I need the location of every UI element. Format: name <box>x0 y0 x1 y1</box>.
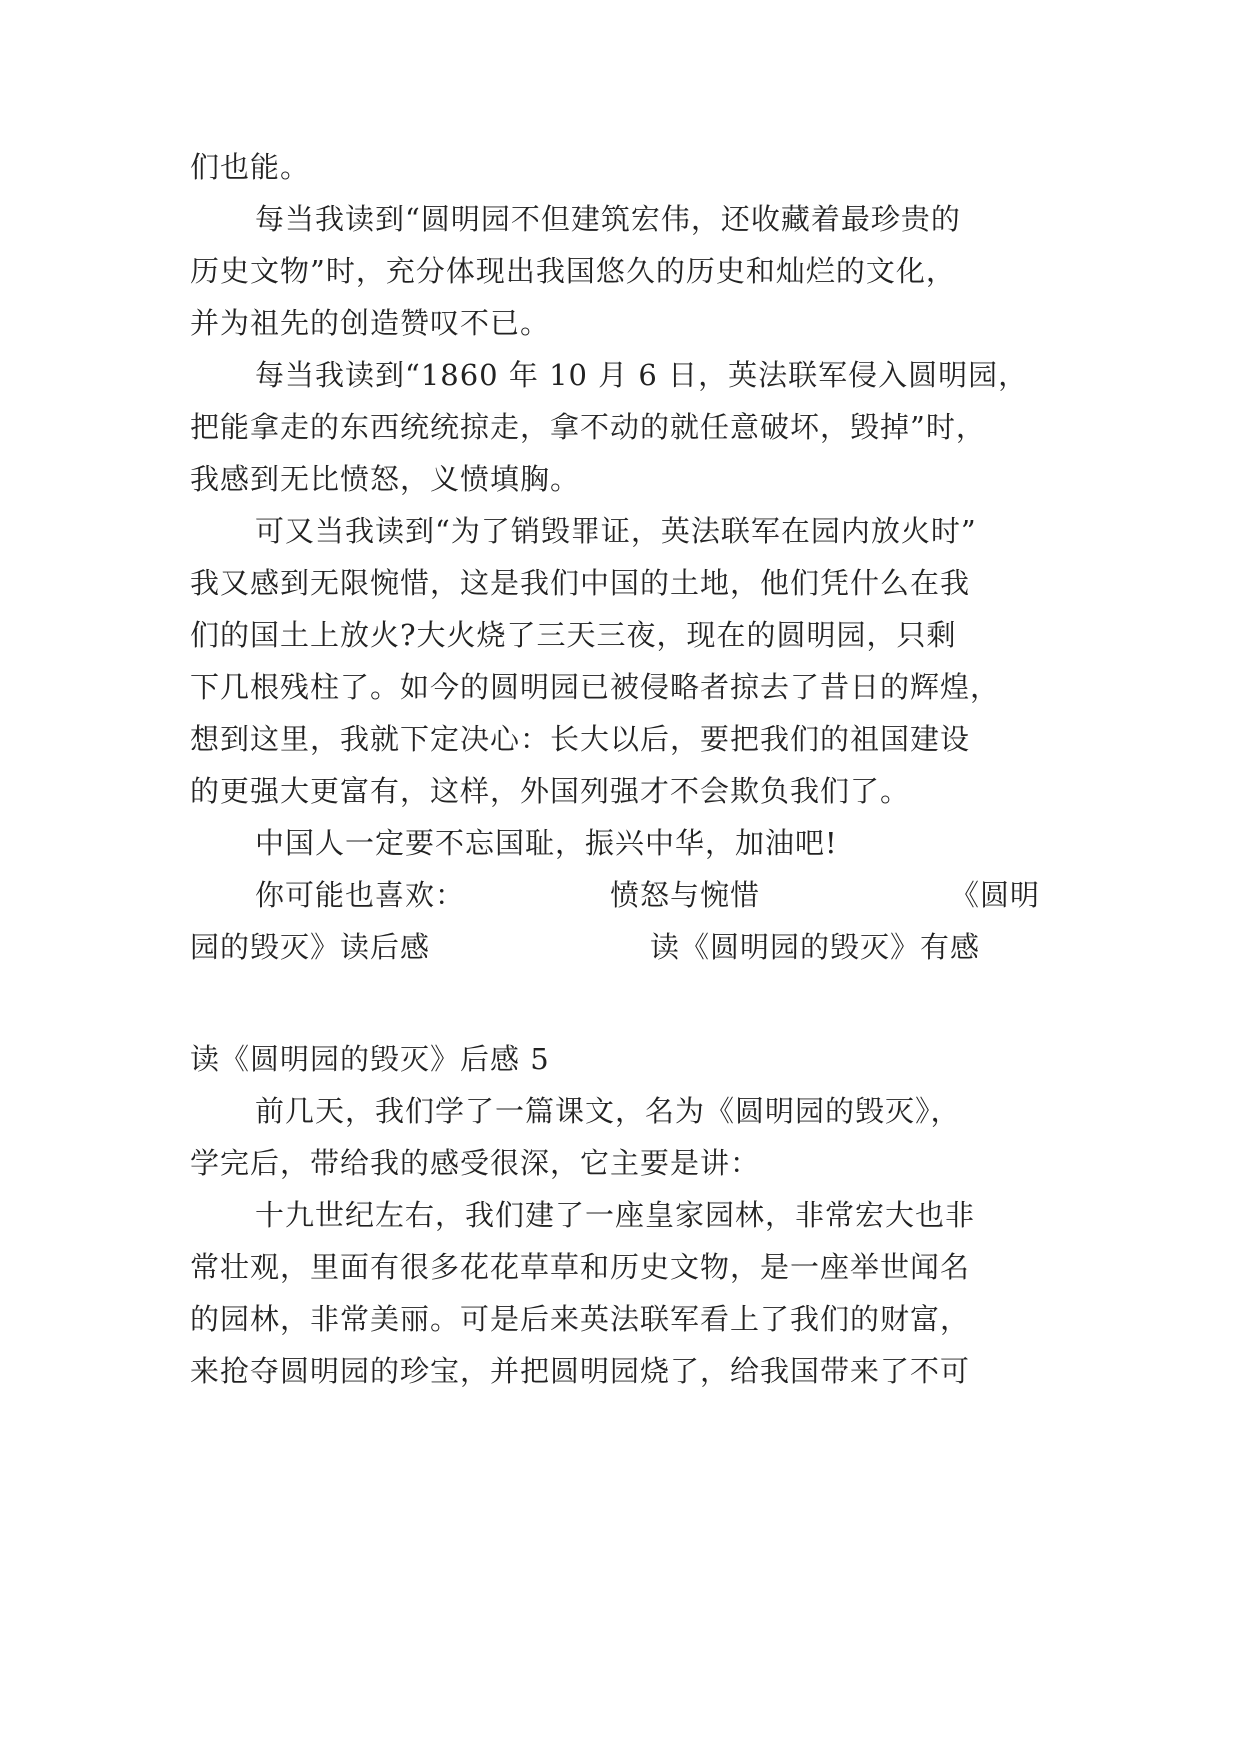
text-line: 十九世纪左右，我们建了一座皇家园林，非常宏大也非 <box>255 1198 976 1232</box>
text-line: 可又当我读到“为了销毁罪证，英法联军在园内放火时” <box>255 514 977 548</box>
text-line: 并为祖先的创造赞叹不已。 <box>190 306 551 340</box>
text-line: 常壮观，里面有很多花花草草和历史文物，是一座举世闻名 <box>190 1250 971 1284</box>
text-line: 们也能。 <box>190 150 311 184</box>
text-line: 下几根残柱了。如今的圆明园已被侵略者掠去了昔日的辉煌， <box>190 670 1001 704</box>
text-line: 学完后，带给我的感受很深，它主要是讲： <box>190 1146 761 1180</box>
text-line: 中国人一定要不忘国耻，振兴中华，加油吧! <box>255 826 838 860</box>
related-link-3[interactable]: 读《圆明园的毁灭》有感 <box>650 930 981 964</box>
text-line: 的园林，非常美丽。可是后来英法联军看上了我们的财富， <box>190 1302 971 1336</box>
related-link-2-part2[interactable]: 园的毁灭》读后感 <box>190 930 431 964</box>
text-line: 我又感到无限惋惜，这是我们中国的土地，他们凭什么在我 <box>190 566 971 600</box>
text-line: 的更强大更富有，这样，外国列强才不会欺负我们了。 <box>190 774 911 808</box>
text-line: 每当我读到“圆明园不但建筑宏伟，还收藏着最珍贵的 <box>255 202 961 236</box>
text-line: 每当我读到“1860 年 10 月 6 日，英法联军侵入圆明园， <box>255 358 1029 392</box>
related-link-1[interactable]: 愤怒与惋惜 <box>610 878 761 912</box>
text-line: 来抢夺圆明园的珍宝，并把圆明园烧了，给我国带来了不可 <box>190 1354 971 1388</box>
section-heading: 读《圆明园的毁灭》后感 5 <box>190 1042 550 1076</box>
text-line: 前几天，我们学了一篇课文，名为《圆明园的毁灭》， <box>255 1094 961 1128</box>
text-line: 我感到无比愤怒，义愤填胸。 <box>190 462 581 496</box>
text-line: 把能拿走的东西统统掠走，拿不动的就任意破坏，毁掉”时， <box>190 410 986 444</box>
text-line: 们的国土上放火?大火烧了三天三夜，现在的圆明园，只剩 <box>190 618 957 652</box>
text-line: 想到这里，我就下定决心：长大以后，要把我们的祖国建设 <box>190 722 971 756</box>
text-line: 历史文物”时，充分体现出我国悠久的历史和灿烂的文化， <box>190 254 956 288</box>
related-link-2-part1[interactable]: 《圆明 <box>950 878 1041 912</box>
related-label: 你可能也喜欢： <box>255 878 466 912</box>
